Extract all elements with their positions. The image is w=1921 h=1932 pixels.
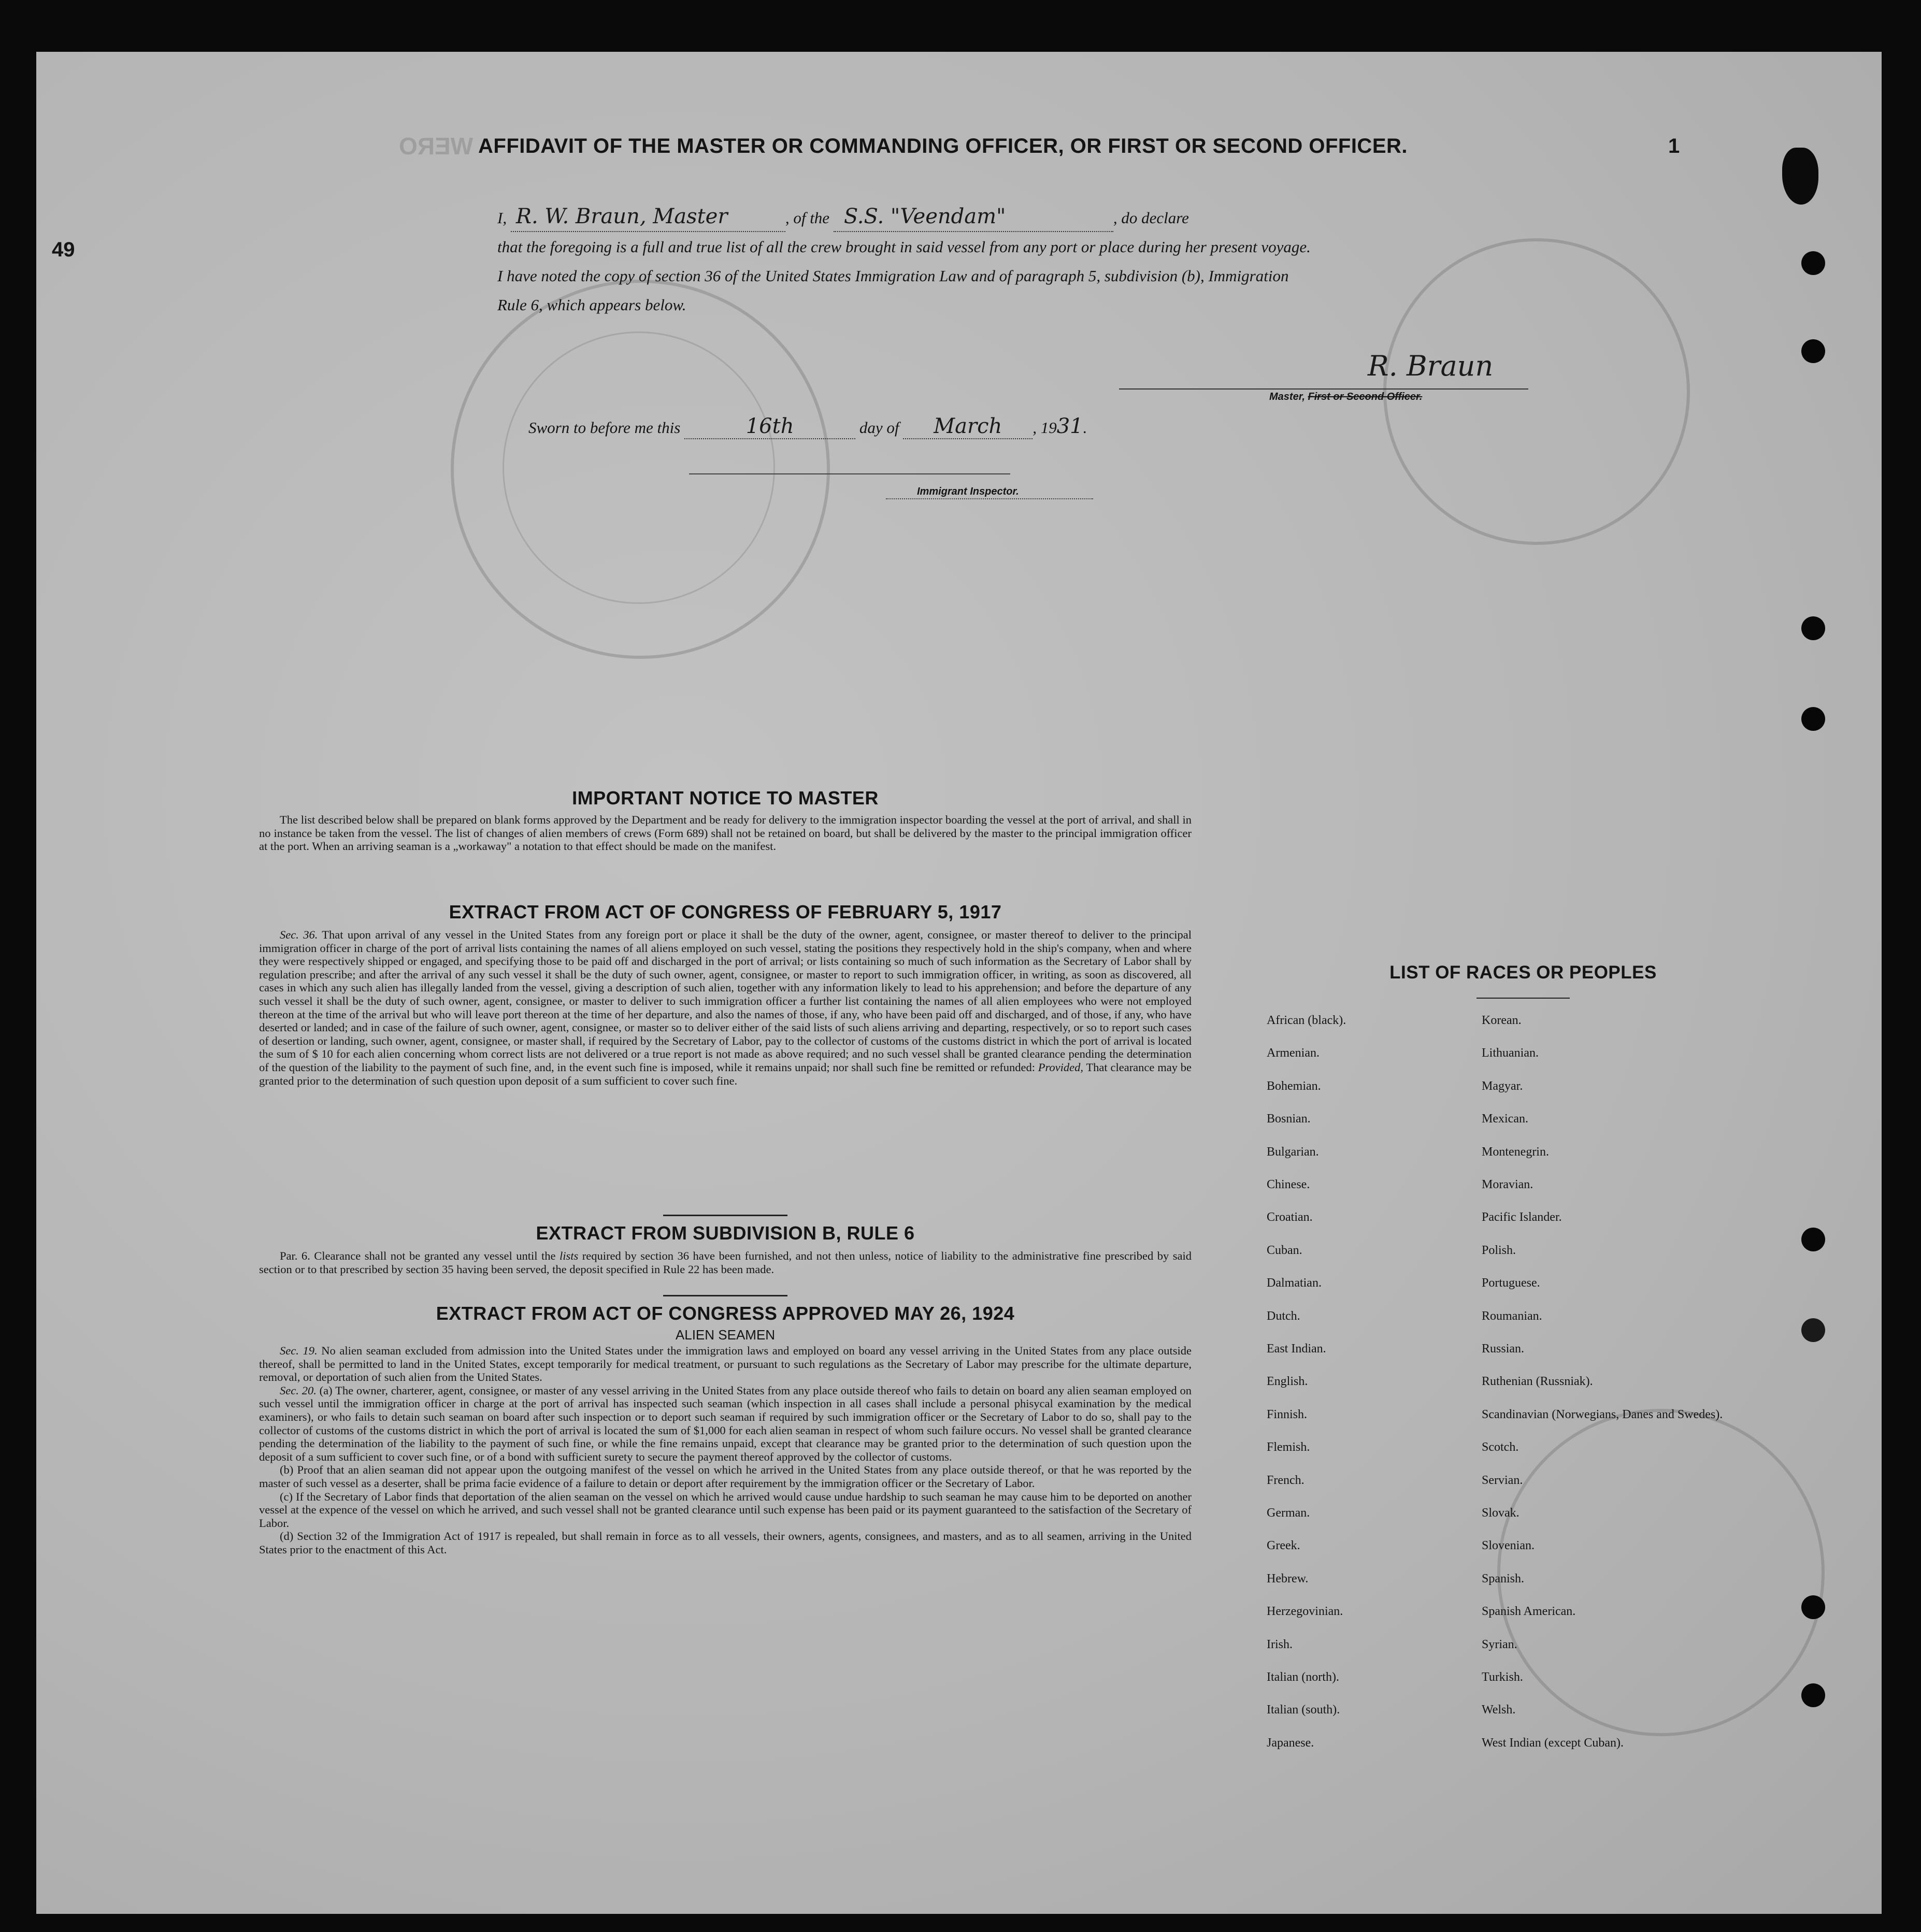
race-item: Spanish American. xyxy=(1482,1605,1576,1619)
race-item: Chinese. xyxy=(1267,1178,1310,1191)
sworn-year-prefix: , 19 xyxy=(1033,419,1057,437)
sworn-year-handwritten: 31 xyxy=(1056,414,1083,438)
sec-19-label: Sec. 19. xyxy=(280,1344,318,1357)
race-item: Ruthenian (Russniak). xyxy=(1482,1375,1593,1389)
faint-stamp-inner xyxy=(503,331,775,604)
signature-label-struck: First or Second Officer. xyxy=(1308,391,1423,402)
par-d: (d) Section 32 of the Immigration Act of 1917 is repealed, but shall remain in force as to all vessels, their owners, agents, consignees, and masters, and as to all seamen, arriving in the United States prior to the enactment of this Act. xyxy=(259,1530,1192,1556)
punch-hole xyxy=(1801,251,1825,275)
race-item: Croatian. xyxy=(1267,1210,1313,1224)
race-item: Montenegrin. xyxy=(1482,1145,1549,1159)
race-item: Moravian. xyxy=(1482,1178,1533,1191)
race-item: Scandinavian (Norwegians, Danes and Swedes). xyxy=(1482,1407,1723,1421)
par-c: (c) If the Secretary of Labor finds that deportation of the alien seaman on the vessel on which he arrived would cause undue hardship to such seaman he may cause him to be deported on another vessel at the expence of the vessel on which he arrived, and such vessel shall not be granted clearance until such expense has been paid or its payment guaranteed to the satisfaction of the Secretary of Labor. xyxy=(259,1490,1192,1530)
sec-36-text: That upon arrival of any vessel in the United States from any foreign port or place it shall be the duty of the owner, agent, consignee, or master thereof to deliver to the principal immigration officer in charge of the port of arrival lists containing the names of all aliens employed on such vessel, stating the positions they respectively hold in the ship's company, when and where they were respectively shipped or engaged, and specifying those to be paid off and discharged in the port of arrival; or lists containing so much of such information as the Secretary of Labor shall by regulation prescribe; and after the arrival of any such vessel it shall be the duty of such owner, agent, consignee, or master to report to such immigration officer, in writing, as soon as discovered, all cases in which any such alien has illegally landed from the vessel, giving a description of such alien, together with any information likely to lead to his apprehension; and before the departure of any such vessel it shall be the duty of such owner, agent, consignee, or master to deliver to such immigration officer a further list containing the names of all alien employees who were not employed thereon at the time of the arrival but who will leave port thereon at the time of her departure, and also the names of those, if any, who have been paid off and discharged, and of those, if any, who have deserted or landed; and in case of the failure of such owner, agent, consignee, or master so to deliver either of the said lists of such aliens arriving and departing, respectively, or so to report such cases of desertion or landing, such owner, agent, consignee, or master shall, if required by the Secretary of Labor, pay to the collector of customs of the customs district in which the port of arrival is located the sum of $ 10 for each alien concerning whom correct lists are not delivered or a true report is not made as above required; and no such vessel shall be granted clearance pending the determination of the question of the liability to the payment of such fine, and, in the event such fine is imposed, while it remains unpaid; nor shall such fine be remitted or refunded: xyxy=(259,928,1192,1074)
punch-hole xyxy=(1801,707,1825,731)
race-item: English. xyxy=(1267,1375,1308,1389)
race-item: African (black). xyxy=(1267,1014,1346,1027)
race-item: Turkish. xyxy=(1482,1670,1523,1684)
race-item: German. xyxy=(1267,1506,1310,1520)
inspector-dotted-line xyxy=(886,498,1093,499)
race-item: Greek. xyxy=(1267,1539,1300,1553)
race-item: Flemish. xyxy=(1267,1440,1310,1454)
punch-hole xyxy=(1801,1595,1825,1619)
race-item: Mexican. xyxy=(1482,1112,1528,1126)
bleed-through-text: WERO xyxy=(399,133,474,160)
race-item: Dutch. xyxy=(1267,1309,1300,1323)
race-item: Bosnian. xyxy=(1267,1112,1311,1126)
affidavit-prefix: I, xyxy=(497,209,507,227)
page-number: 1 xyxy=(1668,135,1680,157)
notice-title: IMPORTANT NOTICE TO MASTER xyxy=(572,787,879,809)
sworn-day-handwritten: 16th xyxy=(684,414,855,439)
race-item: Korean. xyxy=(1482,1014,1522,1027)
affidavit-line-1 xyxy=(497,202,1533,233)
signature-line xyxy=(1119,388,1528,390)
alien-seamen-subtitle: ALIEN SEAMEN xyxy=(675,1327,776,1343)
race-item: Russian. xyxy=(1482,1342,1525,1356)
affidavit-block xyxy=(497,202,1533,320)
race-item: Scotch. xyxy=(1482,1440,1519,1454)
races-title: LIST OF RACES OR PEOPLES xyxy=(1389,962,1657,983)
race-item: Armenian. xyxy=(1267,1046,1320,1060)
margin-number: 49 xyxy=(52,238,75,261)
race-item: Magyar. xyxy=(1482,1079,1523,1093)
race-item: Lithuanian. xyxy=(1482,1046,1539,1060)
affidavit-line-2: that the foregoing is a full and true list of all the crew brought in said vessel from any port or place during her present voyage. xyxy=(497,238,1311,256)
document-sheet xyxy=(36,52,1882,1914)
punch-hole xyxy=(1801,339,1825,363)
punch-hole xyxy=(1801,1683,1825,1707)
sec-20-text: (a) The owner, charterer, agent, consignee, or master of any vessel arriving in the United States from any place outside thereof who fails to detain on board any alien seaman employed on such vessel until the immigration officer in charge at the port of arrival has inspected such seaman (which inspection in all cases shall include a personal phisycal examination by the medical examiners), or who fails to detain such seaman on board after such inspection or to deport such seaman if required by such immigration officer or the Secretary of Labor to do so, shall pay to the collector of customs of the customs district in which the port of arrival is located the sum of $1,000 for each alien seaman in respect of whom such failure occurs. No vessel shall be granted clearance pending the determination of the liability to the payment of such fine, or while the fine remains unpaid, except that clearance may be granted prior to the determination of such question upon the deposit of a sum sufficient to cover such fine, or of a bond with sufficient surety to secure the payment thereof approved by the collector of customs. xyxy=(259,1383,1192,1463)
master-signature: R. Braun xyxy=(1368,350,1494,382)
race-item: Bulgarian. xyxy=(1267,1145,1319,1159)
rule6-lists-word: lists xyxy=(560,1249,579,1262)
affidavit-line-4: Rule 6, which appears below. xyxy=(497,296,686,314)
sworn-line xyxy=(528,414,1087,439)
race-item: Portuguese. xyxy=(1482,1276,1540,1290)
race-item: French. xyxy=(1267,1473,1304,1487)
race-item: Welsh. xyxy=(1482,1703,1516,1717)
race-item: Roumanian. xyxy=(1482,1309,1542,1323)
ink-blot xyxy=(1782,148,1818,205)
race-item: Spanish. xyxy=(1482,1571,1525,1585)
race-item: Cuban. xyxy=(1267,1243,1302,1257)
inspector-label: Immigrant Inspector. xyxy=(917,486,1019,497)
race-item: West Indian (except Cuban). xyxy=(1482,1736,1624,1750)
sec-19-paragraph xyxy=(259,1344,1192,1384)
signature-label-master: Master, xyxy=(1269,391,1308,402)
race-item: Polish. xyxy=(1482,1243,1516,1257)
extract-1917-title: EXTRACT FROM ACT OF CONGRESS OF FEBRUARY 5, 1917 xyxy=(449,901,1002,922)
notice-body: The list described below shall be prepared on blank forms approved by the Department and be ready for delivery to the immigration inspector boarding the vessel at the port of arrival, and shall in no instance be taken from the vessel. The list of changes of alien members of crews (Form 689) shall not be retained on board, but shall be delivered by the master to the principal immigration officer at the port. When an arriving seaman is a „workaway" a notation to that effect should be made on the manifest. xyxy=(259,813,1192,853)
rule6-text-a: Par. 6. Clearance shall not be granted any vessel until the xyxy=(280,1249,556,1262)
rule6-text-b: required by section 36 have been furnished, and not then unless, notice of liability to the administrative fine prescribed by said section or to that prescribed by section 35 having been served, the deposit specified in Rule 22 has been made. xyxy=(259,1249,1192,1276)
race-item: Slovenian. xyxy=(1482,1539,1535,1553)
proviso-label: Provided, xyxy=(1038,1060,1084,1074)
divider xyxy=(1476,998,1570,999)
race-item: Syrian. xyxy=(1482,1637,1517,1651)
race-item: East Indian. xyxy=(1267,1342,1326,1356)
punch-hole xyxy=(1801,1318,1825,1342)
race-item: Herzegovinian. xyxy=(1267,1605,1343,1619)
signature-label xyxy=(1269,391,1422,403)
master-name-handwritten: R. W. Braun, Master xyxy=(511,202,785,232)
extract-rule6-title: EXTRACT FROM SUBDIVISION B, RULE 6 xyxy=(536,1222,915,1244)
race-item: Irish. xyxy=(1267,1637,1293,1651)
sworn-prefix: Sworn to before me this xyxy=(528,419,681,437)
affidavit-declare: , do declare xyxy=(1113,209,1189,227)
punch-hole xyxy=(1801,616,1825,640)
sworn-month-handwritten: March xyxy=(903,414,1033,439)
race-item: Bohemian. xyxy=(1267,1079,1321,1093)
divider xyxy=(663,1295,787,1296)
race-item: Japanese. xyxy=(1267,1736,1314,1750)
vessel-name-handwritten: S.S. "Veendam" xyxy=(834,202,1113,232)
extract-rule6-body xyxy=(259,1249,1192,1276)
race-item: Finnish. xyxy=(1267,1407,1308,1421)
sec-20-label: Sec. 20. xyxy=(280,1383,317,1397)
race-item: Hebrew. xyxy=(1267,1571,1309,1585)
punch-hole xyxy=(1801,1228,1825,1251)
sworn-year-suffix: . xyxy=(1083,419,1087,437)
sec-36-label: Sec. 36. xyxy=(280,928,318,941)
extract-1924-body xyxy=(259,1344,1192,1556)
race-item: Italian (south). xyxy=(1267,1703,1340,1717)
sec-20-paragraph xyxy=(259,1384,1192,1464)
extract-1917-body xyxy=(259,928,1192,1087)
extract-1924-title: EXTRACT FROM ACT OF CONGRESS APPROVED MAY 26, 1924 xyxy=(436,1303,1015,1324)
affidavit-title: AFFIDAVIT OF THE MASTER OR COMMANDING OFFICER, OR FIRST OR SECOND OFFICER. xyxy=(478,135,1408,157)
affidavit-line-3: I have noted the copy of section 36 of the United States Immigration Law and of paragraph 5, subdivision (b), Immigration xyxy=(497,267,1289,285)
of-the-label: , of the xyxy=(785,209,830,227)
race-item: Slovak. xyxy=(1482,1506,1519,1520)
par-b: (b) Proof that an alien seaman did not appear upon the outgoing manifest of the vessel on which he arrived in the United States from any place outside thereof, or that he was reported by the master of such vessel as a deserter, shall be prima facie evidence of a failure to detain or deport after requirement by the immigration officer or the Secretary of Labor. xyxy=(259,1463,1192,1490)
proviso-text: That clearance may be granted prior to the determination of such question upon deposit of a sum sufficient to cover such fine. xyxy=(259,1060,1192,1087)
divider xyxy=(663,1215,787,1216)
race-item: Servian. xyxy=(1482,1473,1523,1487)
race-item: Dalmatian. xyxy=(1267,1276,1322,1290)
sworn-day-of: day of xyxy=(859,419,899,437)
inspector-signature-line xyxy=(689,473,1010,474)
race-item: Pacific Islander. xyxy=(1482,1210,1562,1224)
race-item: Italian (north). xyxy=(1267,1670,1339,1684)
sec-19-text: No alien seaman excluded from admission into the United States under the immigration laws and employed on board any vessel arriving in the United States from any place outside thereof, shall be permitted to land in the United States, except temporarily for medical treatment, or pursuant to such regulations as the Secretary of Labor may prescribe for the ultimate departure, removal, or deportation of such alien from the United States. xyxy=(259,1344,1192,1384)
